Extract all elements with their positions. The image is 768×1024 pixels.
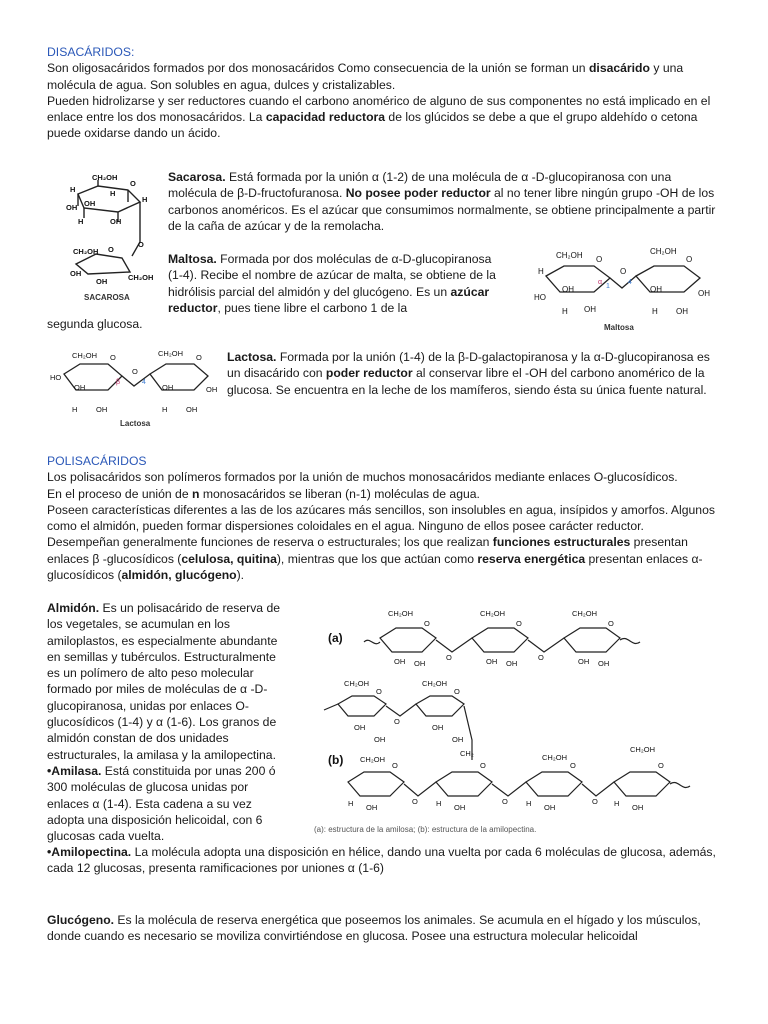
svg-text:O: O	[130, 179, 136, 188]
svg-text:O: O	[592, 797, 598, 806]
svg-text:H: H	[538, 267, 544, 276]
figure-label-b: (b)	[328, 753, 344, 767]
svg-text:H: H	[436, 799, 442, 808]
svg-text:H: H	[562, 307, 568, 316]
svg-text:O: O	[138, 240, 144, 249]
svg-text:OH: OH	[74, 383, 86, 392]
maltosa-caption: Maltosa	[604, 323, 634, 332]
svg-text:O: O	[424, 619, 430, 628]
svg-text:CH₂OH: CH₂OH	[422, 679, 447, 688]
svg-text:OH: OH	[506, 659, 518, 668]
svg-text:H: H	[162, 405, 168, 414]
svg-text:OH: OH	[366, 803, 378, 812]
svg-text:OH: OH	[414, 659, 426, 668]
disacaridos-paragraph-2: Pueden hidrolizarse y ser reductores cuando el carbono anomérico de alguno de sus componentes no está implicado en el enlace entre los dos monosacáridos. La capacidad reductora de los glúcidos se debe a que el grupo aldehído o cetona puede oxidarse dando un ácido.	[47, 93, 711, 141]
svg-text:H: H	[526, 799, 532, 808]
svg-text:CH₂OH: CH₂OH	[128, 273, 154, 282]
disacaridos-heading: DISACÁRIDOS:	[47, 45, 135, 59]
svg-text:OH: OH	[110, 217, 122, 226]
svg-text:O: O	[110, 353, 116, 362]
svg-text:H: H	[70, 185, 76, 194]
svg-text:O: O	[376, 687, 382, 696]
polisacaridos-paragraph-1: Los polisacáridos son polímeros formados por la unión de muchos monosacáridos mediante enlaces O-glucosídicos.	[47, 470, 678, 485]
svg-text:H: H	[614, 799, 620, 808]
sacarosa-caption: SACAROSA	[84, 293, 130, 302]
maltosa-text: Maltosa. Formada por dos moléculas de α-D-glucopiranosa (1-4). Recibe el nombre de azúcar de malta, se obtiene de la hidrólisis parcial del almidón y del glucógeno. Es un azúcar reductor, pues tiene libre el carbono 1 de la	[168, 252, 496, 315]
disacaridos-paragraph-1: Son oligosacáridos formados por dos monosacáridos Como consecuencia de la unión se forman un disacárido y una molécula de agua. Son solubles en agua, dulces y cristalizables.	[47, 61, 684, 92]
svg-text:O: O	[538, 653, 544, 662]
svg-text:OH: OH	[452, 735, 464, 744]
svg-text:CH₂OH: CH₂OH	[73, 247, 99, 256]
svg-text:CH₂OH: CH₂OH	[572, 609, 597, 618]
svg-text:CH₂OH: CH₂OH	[650, 247, 677, 256]
svg-text:H: H	[110, 189, 116, 198]
lactosa-text: Lactosa. Formada por la unión (1-4) de la β-D-galactopiranosa y la α-D-glucopiranosa es un disacárido con poder reductor al conservar libre el -OH del carbono anomérico de la glucosa. Se encuentra en la leche de los mamíferos, siendo ésta su única fuente natural.	[227, 350, 710, 397]
svg-text:O: O	[516, 619, 522, 628]
svg-text:O: O	[412, 797, 418, 806]
svg-text:O: O	[446, 653, 452, 662]
svg-text:OH: OH	[206, 385, 218, 394]
svg-text:OH: OH	[96, 405, 108, 414]
svg-text:O: O	[608, 619, 614, 628]
svg-text:CH₂OH: CH₂OH	[480, 609, 505, 618]
almidon-figure-caption: (a): estructura de la amilosa; (b): estructura de la amilopectina.	[314, 825, 537, 834]
amilopectina-text: •Amilopectina. La molécula adopta una disposición en hélice, dando una vuelta por cada 6 moléculas de glucosa, además, cada 12 glucosas, presenta ramificaciones por uniones α (1-6)	[47, 845, 716, 876]
svg-text:OH: OH	[70, 269, 82, 278]
svg-text:OH: OH	[162, 383, 174, 392]
polisacaridos-paragraph-3: Poseen características diferentes a las de los azúcares más sencillos, son insolubles en agua, insípidos y amorfos. Algunos como el almidón, pueden formar dispersiones coloidales en el agua. Ninguno de ellos posee carácter reductor.	[47, 502, 715, 534]
svg-text:H: H	[72, 405, 78, 414]
svg-text:O: O	[108, 245, 114, 254]
svg-text:CH₂OH: CH₂OH	[360, 755, 385, 764]
svg-text:CH₂OH: CH₂OH	[158, 349, 183, 358]
almidon-figure	[304, 600, 716, 838]
disacaridos-section	[47, 44, 717, 142]
glucogeno-text: Glucógeno. Es la molécula de reserva energética que poseemos los animales. Se acumula en el hígado y los músculos, donde cuando es necesario se moviliza convirtiéndose en glucosa. Posee una estructura molecular helicoidal	[47, 913, 701, 944]
lactosa-figure	[46, 346, 228, 430]
polisacaridos-paragraph-4: Desempeñan generalmente funciones de reserva o estructurales; los que realizan funciones estructurales presentan enlaces β -glucosídicos (celulosa, quitina), mientras que los que actúan como reserva energética presentan enlaces α-glucosídicos (almidón, glucógeno).	[47, 535, 703, 583]
svg-text:H: H	[142, 195, 148, 204]
svg-text:CH₂: CH₂	[460, 749, 474, 758]
svg-text:OH: OH	[584, 305, 596, 314]
sacarosa-figure	[48, 172, 160, 304]
svg-text:O: O	[394, 717, 400, 726]
svg-text:O: O	[570, 761, 576, 770]
svg-text:O: O	[596, 255, 603, 264]
svg-text:CH₂OH: CH₂OH	[630, 745, 655, 754]
lactosa-caption: Lactosa	[120, 419, 151, 428]
svg-text:H: H	[78, 217, 84, 226]
sacarosa-text: Sacarosa. Está formada por la unión α (1-2) de una molécula de α -D-glucopiranosa con una molécula de β-D-fructofuranosa. No posee poder reductor al no tener libre ningún grupo -OH de los carbonos anoméricos. Es el azúcar que consumimos normalmente, se obtiene principalmente a partir de la caña de azúcar y de la remolacha.	[168, 170, 716, 233]
svg-text:OH: OH	[186, 405, 198, 414]
polisacaridos-paragraph-2: En el proceso de unión de n monosacáridos se liberan (n-1) moléculas de agua.	[47, 486, 480, 501]
svg-text:OH: OH	[84, 199, 96, 208]
svg-text:O: O	[502, 797, 508, 806]
svg-text:O: O	[392, 761, 398, 770]
svg-text:O: O	[454, 687, 460, 696]
svg-text:O: O	[686, 255, 693, 264]
svg-text:CH₂OH: CH₂OH	[542, 753, 567, 762]
maltosa-text-continued: segunda glucosa.	[47, 317, 143, 331]
svg-text:OH: OH	[544, 803, 556, 812]
svg-text:CH₂OH: CH₂OH	[388, 609, 413, 618]
svg-text:OH: OH	[394, 657, 406, 666]
svg-text:4: 4	[628, 279, 632, 286]
svg-text:O: O	[480, 761, 486, 770]
svg-text:OH: OH	[598, 659, 610, 668]
maltosa-figure	[524, 244, 720, 336]
svg-text:β: β	[116, 379, 121, 386]
svg-text:OH: OH	[698, 289, 710, 298]
svg-text:CH₂OH: CH₂OH	[556, 251, 583, 260]
svg-text:CH₂OH: CH₂OH	[72, 351, 97, 360]
svg-text:OH: OH	[432, 723, 444, 732]
figure-label-a: (a)	[328, 631, 343, 645]
polisacaridos-heading: POLISACÁRIDOS	[47, 454, 147, 468]
svg-text:CH₂OH: CH₂OH	[92, 173, 118, 182]
svg-text:OH: OH	[374, 735, 386, 744]
svg-text:OH: OH	[676, 307, 688, 316]
svg-text:H: H	[652, 307, 658, 316]
svg-text:OH: OH	[650, 285, 662, 294]
svg-text:OH: OH	[578, 657, 590, 666]
svg-text:O: O	[132, 367, 138, 376]
svg-text:HO: HO	[534, 293, 546, 302]
svg-text:O: O	[620, 267, 627, 276]
svg-text:H: H	[348, 799, 354, 808]
svg-text:OH: OH	[632, 803, 644, 812]
svg-text:OH: OH	[486, 657, 498, 666]
svg-text:O: O	[658, 761, 664, 770]
svg-text:CH₂OH: CH₂OH	[344, 679, 369, 688]
svg-text:HO: HO	[50, 373, 62, 382]
svg-text:O: O	[196, 353, 202, 362]
svg-text:OH: OH	[562, 285, 574, 294]
svg-text:4: 4	[142, 379, 146, 386]
svg-text:OH: OH	[354, 723, 366, 732]
svg-text:OH: OH	[66, 203, 78, 212]
svg-text:OH: OH	[96, 277, 108, 286]
svg-text:α: α	[598, 279, 603, 286]
svg-text:OH: OH	[454, 803, 466, 812]
almidon-text: Almidón. Es un polisacárido de reserva de los vegetales, se acumulan en los amiloplastos, es especialmente abundante en semillas y tubérculos. Estructuralmente es un polímero de alto peso molecular formado por miles de moléculas de α -D-glucopiranosa, unidas por enlaces O-glucosídicos (1-4) y α (1-6). Los granos de almidón constan de dos unidades estructurales, la amilasa y la amilopectina. •Amilasa. Está constituida por unas 200 ó 300 moléculas de glucosa unidas por enlaces α (1-4). Esta cadena a su vez adopta una disposición helicoidal, con 6 glucosas cada vuelta.	[47, 601, 281, 844]
svg-text:1: 1	[606, 283, 610, 290]
polisacaridos-section	[47, 453, 719, 583]
